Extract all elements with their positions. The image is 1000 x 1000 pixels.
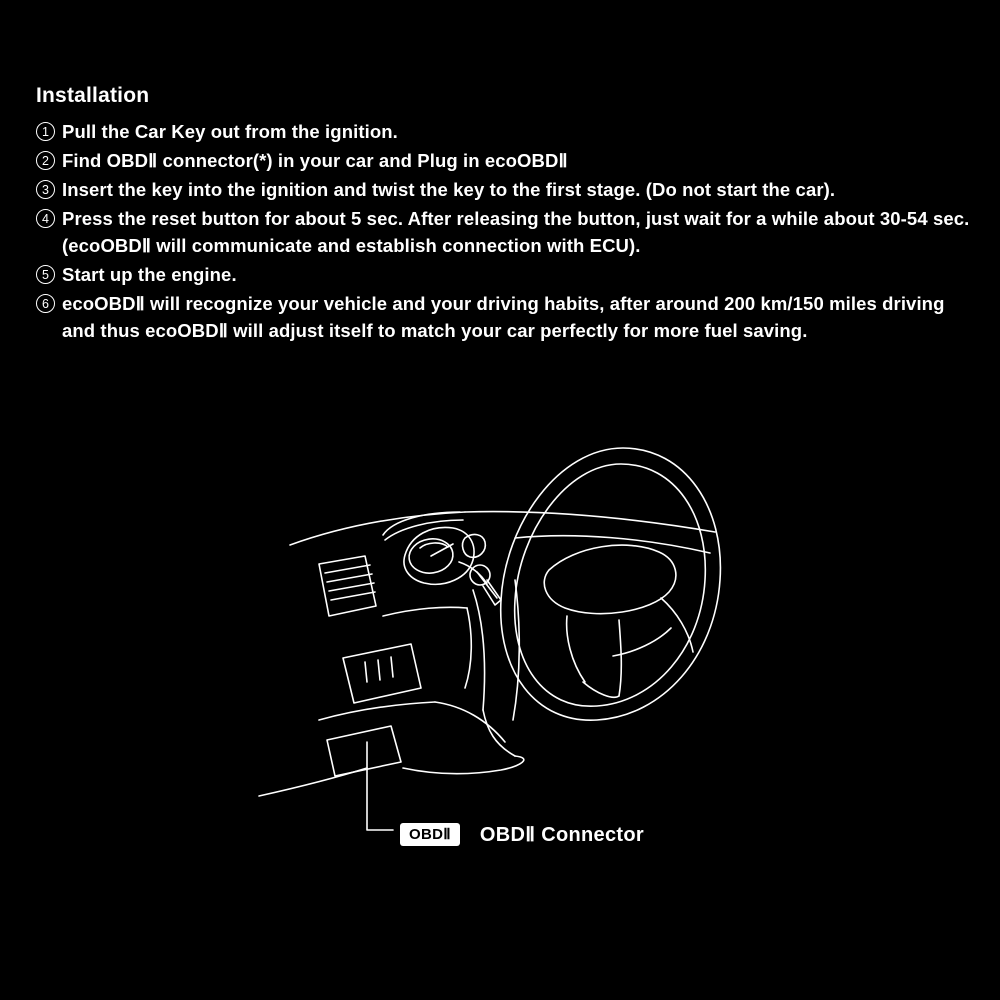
step-text: Insert the key into the ignition and twist the key to the first stage. (Do not start the car). (62, 179, 836, 200)
list-item (36, 118, 976, 145)
step-text: Find OBDⅡ connector(*) in your car and Plug in ecoOBDⅡ (62, 150, 568, 171)
car-dashboard-illustration (215, 420, 775, 890)
obd-chip-badge: OBDⅡ (400, 823, 460, 846)
step-text: Pull the Car Key out from the ignition. (62, 121, 398, 142)
step-text: Start up the engine. (62, 264, 237, 285)
step-text: Press the reset button for about 5 sec. After releasing the button, just wait for a while about 30-54 sec. (ecoOBDⅡ will communicate and establish connection with ECU). (62, 208, 970, 256)
step-number: 1 (36, 122, 55, 141)
step-number: 6 (36, 294, 55, 313)
step-number: 3 (36, 180, 55, 199)
step-text: ecoOBDⅡ will recognize your vehicle and your driving habits, after around 200 km/150 miles driving and thus ecoOBDⅡ will adjust itself to match your car perfectly for more fuel saving. (62, 293, 945, 341)
list-item (36, 176, 976, 203)
step-number: 4 (36, 209, 55, 228)
installation-instructions (36, 84, 976, 346)
list-item (36, 290, 976, 344)
step-number: 5 (36, 265, 55, 284)
step-number: 2 (36, 151, 55, 170)
page-title: Installation (36, 84, 150, 107)
obd-connector-label (400, 822, 644, 847)
list-item (36, 261, 976, 288)
dashboard-line-art-icon (215, 420, 775, 890)
list-item (36, 205, 976, 259)
list-item (36, 147, 976, 174)
obd-caption-text: OBDⅡ Connector (479, 824, 644, 846)
